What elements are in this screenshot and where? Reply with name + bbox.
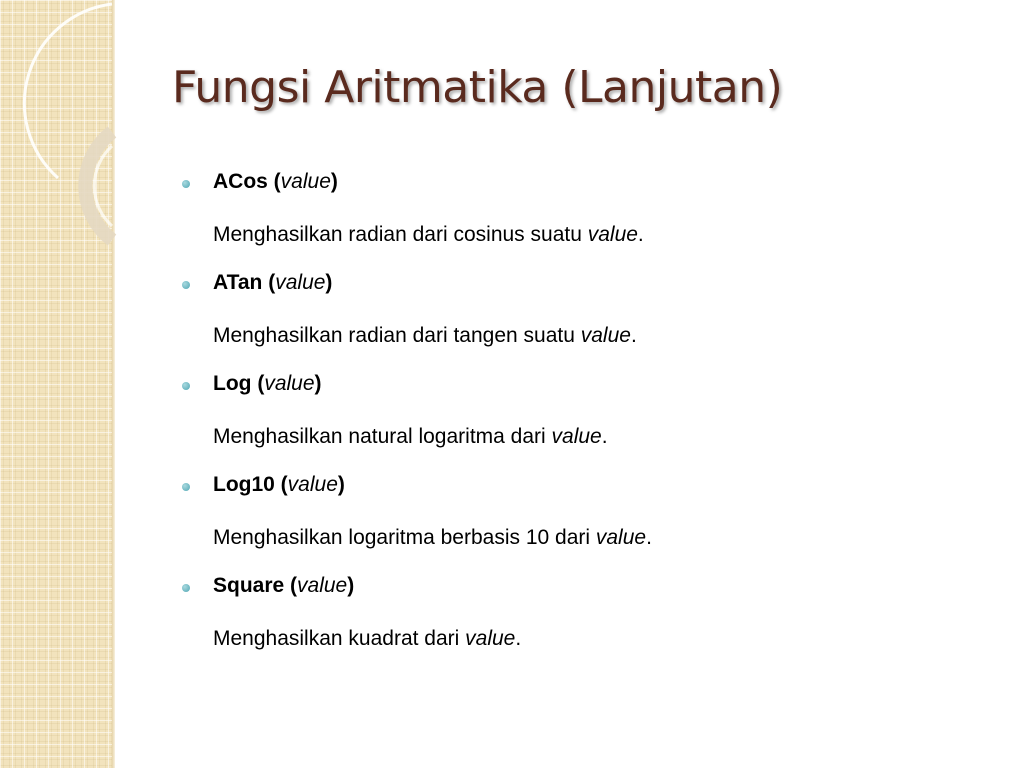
close-paren: ) xyxy=(314,372,322,395)
function-name: ATan xyxy=(213,271,263,294)
bullet-icon xyxy=(182,281,190,289)
list-item xyxy=(182,269,982,370)
description-text: Menghasilkan natural logaritma dari xyxy=(213,425,552,448)
function-signature xyxy=(213,271,332,295)
function-description xyxy=(213,324,637,348)
description-end: . xyxy=(601,425,608,448)
function-name: Log10 xyxy=(213,473,275,496)
close-paren: ) xyxy=(347,574,355,597)
description-end: . xyxy=(515,627,522,650)
open-paren: ( xyxy=(284,574,298,597)
function-signature xyxy=(213,574,354,598)
function-argument: value xyxy=(297,574,348,597)
close-paren: ) xyxy=(325,271,333,294)
description-end: . xyxy=(630,324,637,347)
function-description xyxy=(213,425,608,449)
function-description xyxy=(213,223,644,247)
function-argument: value xyxy=(287,473,338,496)
description-argument: value xyxy=(587,223,638,246)
list-item xyxy=(182,471,982,572)
description-text: Menghasilkan radian dari tangen suatu xyxy=(213,324,581,347)
slide-title: Fungsi Aritmatika (Lanjutan) xyxy=(172,62,783,113)
function-name: Log xyxy=(213,372,252,395)
open-paren: ( xyxy=(274,473,288,496)
function-argument: value xyxy=(264,372,315,395)
function-name: ACos xyxy=(213,170,268,193)
function-signature xyxy=(213,170,338,194)
function-list xyxy=(182,168,982,673)
open-paren: ( xyxy=(251,372,265,395)
open-paren: ( xyxy=(267,170,281,193)
description-text: Menghasilkan radian dari cosinus suatu xyxy=(213,223,588,246)
function-description xyxy=(213,627,521,651)
bullet-icon xyxy=(182,180,190,188)
open-paren: ( xyxy=(262,271,276,294)
description-argument: value xyxy=(580,324,631,347)
function-argument: value xyxy=(280,170,331,193)
description-text: Menghasilkan kuadrat dari xyxy=(213,627,466,650)
list-item xyxy=(182,168,982,269)
description-end: . xyxy=(646,526,652,549)
list-item xyxy=(182,572,982,673)
function-signature xyxy=(213,372,322,396)
decorative-rings xyxy=(0,0,130,260)
bullet-icon xyxy=(182,483,190,491)
function-argument: value xyxy=(275,271,326,294)
close-paren: ) xyxy=(330,170,338,193)
bullet-icon xyxy=(182,584,190,592)
description-argument: value xyxy=(551,425,602,448)
list-item xyxy=(182,370,982,471)
description-argument: value xyxy=(465,627,516,650)
function-signature xyxy=(213,473,345,497)
function-description xyxy=(213,526,652,550)
description-end: . xyxy=(637,223,644,246)
function-name: Square xyxy=(213,574,285,597)
description-argument: value xyxy=(595,526,647,549)
description-text: Menghasilkan logaritma berbasis 10 dari xyxy=(213,526,596,549)
bullet-icon xyxy=(182,382,190,390)
close-paren: ) xyxy=(337,473,345,496)
